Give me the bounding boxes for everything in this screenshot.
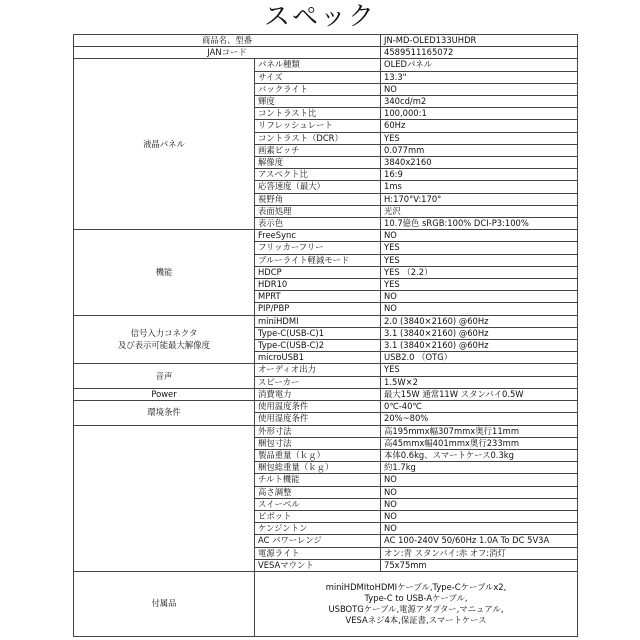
spec-value: 2.0 (3840×2160) @60Hz	[381, 315, 578, 327]
spec-value: 光沢	[381, 205, 578, 217]
spec-key: フリッカーフリー	[255, 242, 381, 254]
table-row	[74, 315, 578, 327]
spec-value: 340cd/m2	[381, 96, 578, 108]
table-row	[74, 401, 578, 413]
spec-key: 視野角	[255, 193, 381, 205]
spec-value: 1ms	[381, 181, 578, 193]
spec-value: H:170°V:170°	[381, 193, 578, 205]
spec-key: HDR10	[255, 279, 381, 291]
spec-value: YES	[381, 132, 578, 144]
spec-table	[73, 34, 578, 637]
spec-value: YES	[381, 242, 578, 254]
spec-value: 3.1 (3840×2160) @60Hz	[381, 340, 578, 352]
spec-key: 応答速度（最大）	[255, 181, 381, 193]
spec-key: 輝度	[255, 96, 381, 108]
spec-value: 3840x2160	[381, 157, 578, 169]
spec-value: 3.1 (3840×2160) @60Hz	[381, 327, 578, 339]
spec-key: 高さ調整	[255, 486, 381, 498]
spec-key: FreeSync	[255, 230, 381, 242]
table-row	[74, 230, 578, 242]
spec-value: オン:青 スタンバイ:赤 オフ:消灯	[381, 547, 578, 559]
table-row	[74, 364, 578, 376]
spec-value: NO	[381, 486, 578, 498]
spec-value: YES	[381, 364, 578, 376]
section-label: Power	[74, 388, 255, 400]
spec-value: JN-MD-OLED133UHDR	[381, 35, 578, 47]
spec-key: 使用湿度条件	[255, 413, 381, 425]
spec-key: 梱包寸法	[255, 437, 381, 449]
spec-value: 約1.7kg	[381, 462, 578, 474]
spec-key: アスペクト比	[255, 169, 381, 181]
table-row	[74, 47, 578, 59]
spec-key: サイズ	[255, 71, 381, 83]
spec-key: 外形寸法	[255, 425, 381, 437]
table-row	[74, 571, 578, 636]
accessory-line: VESAネジ4本,保証書,スマートケース	[345, 615, 487, 626]
spec-key: 解像度	[255, 157, 381, 169]
spec-label: JANコード	[74, 47, 381, 59]
page-title: スペック	[263, 2, 376, 32]
spec-key: MPRT	[255, 291, 381, 303]
spec-key: 画素ピッチ	[255, 144, 381, 156]
spec-key: ケンジントン	[255, 523, 381, 535]
section-label: 機能	[74, 230, 255, 315]
spec-value: NO	[381, 83, 578, 95]
spec-value: NO	[381, 498, 578, 510]
accessory-line: Type-C to USB-Aケーブル,	[364, 592, 468, 603]
table-row	[74, 425, 578, 437]
spec-key: miniHDMI	[255, 315, 381, 327]
spec-value: 本体0.6kg、スマートケース0.3kg	[381, 449, 578, 461]
section-label: 音声	[74, 364, 255, 388]
spec-label: 商品名、型番	[74, 35, 381, 47]
spec-value: AC 100-240V 50/60Hz 1.0A To DC 5V3A	[381, 535, 578, 547]
section-label	[74, 425, 255, 571]
spec-value: YES	[381, 279, 578, 291]
section-label: 付属品	[74, 571, 255, 636]
section-label-line: 信号入力コネクタ	[130, 328, 198, 339]
spec-value: 1.5W×2	[381, 376, 578, 388]
spec-key: 表示色	[255, 218, 381, 230]
spec-key: HDCP	[255, 266, 381, 278]
spec-value: 60Hz	[381, 120, 578, 132]
spec-key: 使用温度条件	[255, 401, 381, 413]
spec-key: 電源ライト	[255, 547, 381, 559]
spec-value: 高195mmx幅307mmx奥行11mm	[381, 425, 578, 437]
spec-key: オーディオ出力	[255, 364, 381, 376]
table-row	[74, 35, 578, 47]
table-row	[74, 388, 578, 400]
section-label-line: 及び表示可能最大解像度	[117, 339, 211, 350]
spec-key: ブルーライト軽減モード	[255, 254, 381, 266]
section-label: 液晶パネル	[74, 59, 255, 230]
spec-key: パネル種類	[255, 59, 381, 71]
accessories-value	[255, 571, 578, 636]
spec-key: スイーベル	[255, 498, 381, 510]
spec-value: 4589511165072	[381, 47, 578, 59]
spec-key: ピボット	[255, 510, 381, 522]
spec-key: リフレッシュレート	[255, 120, 381, 132]
spec-key: microUSB1	[255, 352, 381, 364]
spec-key: バックライト	[255, 83, 381, 95]
spec-value: OLEDパネル	[381, 59, 578, 71]
spec-value: YES	[381, 254, 578, 266]
spec-key: Type-C(USB-C)2	[255, 340, 381, 352]
spec-value: NO	[381, 523, 578, 535]
spec-key: 製品重量（ｋｇ）	[255, 449, 381, 461]
accessory-line: USBOTGケーブル,電源アダプター,マニュアル,	[328, 603, 504, 614]
spec-key: スピーカー	[255, 376, 381, 388]
spec-value: 13.3"	[381, 71, 578, 83]
spec-value: 10.7億色 sRGB:100% DCI-P3:100%	[381, 218, 578, 230]
spec-value: 100,000:1	[381, 108, 578, 120]
spec-value: NO	[381, 474, 578, 486]
spec-key: VESAマウント	[255, 559, 381, 571]
spec-key: Type-C(USB-C)1	[255, 327, 381, 339]
spec-value: USB2.0 （OTG）	[381, 352, 578, 364]
spec-value: YES （2.2）	[381, 266, 578, 278]
spec-value: 0.077mm	[381, 144, 578, 156]
spec-value: 16:9	[381, 169, 578, 181]
spec-key: PIP/PBP	[255, 303, 381, 315]
section-label	[74, 315, 255, 364]
spec-value: NO	[381, 291, 578, 303]
spec-value: 最大15W 通常11W スタンバイ0.5W	[381, 388, 578, 400]
section-label: 環境条件	[74, 401, 255, 425]
spec-key: 消費電力	[255, 388, 381, 400]
table-row	[74, 59, 578, 71]
spec-value: NO	[381, 303, 578, 315]
spec-value: NO	[381, 510, 578, 522]
spec-value: 高45mmx幅401mmx奥行233mm	[381, 437, 578, 449]
accessory-line: miniHDMItoHDMIケーブル,Type-Cケーブルx2,	[325, 581, 507, 592]
spec-value: 20%~80%	[381, 413, 578, 425]
spec-key: AC パワーレンジ	[255, 535, 381, 547]
spec-value: 0℃-40℃	[381, 401, 578, 413]
spec-value: 75x75mm	[381, 559, 578, 571]
spec-key: 表面処理	[255, 205, 381, 217]
spec-key: 梱包総重量（ｋｇ）	[255, 462, 381, 474]
spec-key: コントラスト（DCR）	[255, 132, 381, 144]
spec-value: NO	[381, 230, 578, 242]
spec-key: チルト機能	[255, 474, 381, 486]
spec-key: コントラスト比	[255, 108, 381, 120]
